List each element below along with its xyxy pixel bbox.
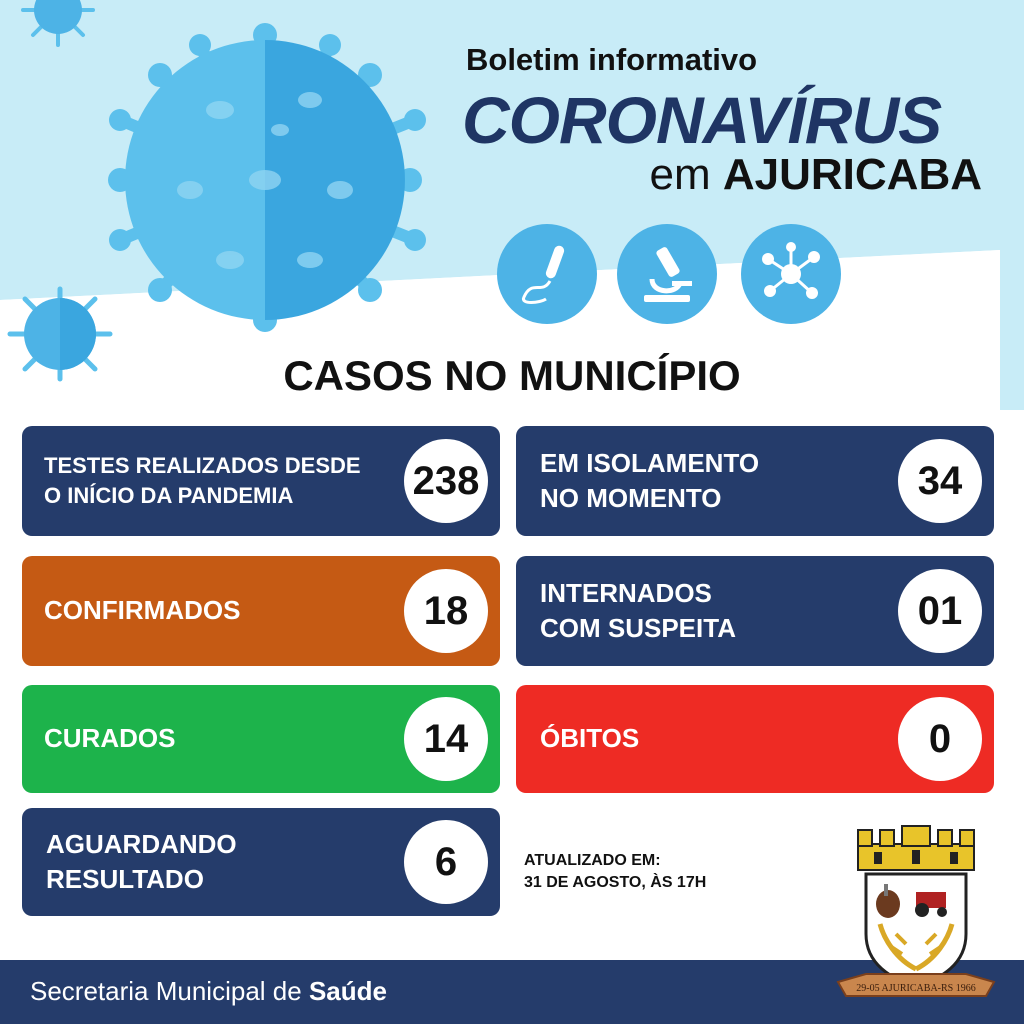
cured-label: CURADOS [44, 723, 176, 754]
awaiting-card [22, 808, 500, 916]
crest-banner-text: 29-05 AJURICABA-RS 1966 [856, 983, 976, 994]
molecule-icon [741, 224, 841, 324]
confirmed-card [22, 556, 500, 666]
place-name: AJURICABA [722, 150, 982, 199]
isolation-card [516, 426, 994, 536]
isolation-label: EM ISOLAMENTO NO MOMENTO [540, 447, 760, 513]
footer-text: Secretaria Municipal de Saúde [30, 976, 387, 1006]
tests-label: TESTES REALIZADOS DESDE O INÍCIO DA PANDEMIA [44, 453, 361, 508]
hospitalized-label: INTERNADOS COM SUSPEITA [540, 577, 736, 643]
hospitalized-card [516, 556, 994, 666]
bulletin-subtitle: Boletim informativo [466, 42, 758, 77]
swab-icon [497, 224, 597, 324]
coronavirus-illustration [80, 20, 460, 340]
deaths-card [516, 685, 994, 793]
isolation-value: 34 [898, 439, 982, 523]
small-virus-top [18, 0, 98, 50]
bulletin-place [650, 150, 982, 200]
tests-value: 238 [404, 439, 488, 523]
section-title: CASOS NO MUNICÍPIO [283, 352, 741, 399]
awaiting-value: 6 [404, 820, 488, 904]
hospitalized-value: 01 [898, 569, 982, 653]
place-prefix: em [649, 150, 711, 199]
tests-card [22, 426, 500, 536]
updated-info: ATUALIZADO EM: 31 DE AGOSTO, ÀS 17H [524, 852, 707, 891]
cured-card [22, 685, 500, 793]
municipal-crest-icon [836, 824, 996, 1004]
cured-value: 14 [404, 697, 488, 781]
confirmed-label: CONFIRMADOS [44, 595, 241, 626]
deaths-value: 0 [898, 697, 982, 781]
bulletin-title: CORONAVÍRUS [462, 83, 942, 157]
awaiting-label: AGUARDANDO RESULTADO [46, 828, 237, 894]
confirmed-value: 18 [404, 569, 488, 653]
deaths-label: ÓBITOS [540, 723, 640, 754]
microscope-icon [617, 224, 717, 324]
